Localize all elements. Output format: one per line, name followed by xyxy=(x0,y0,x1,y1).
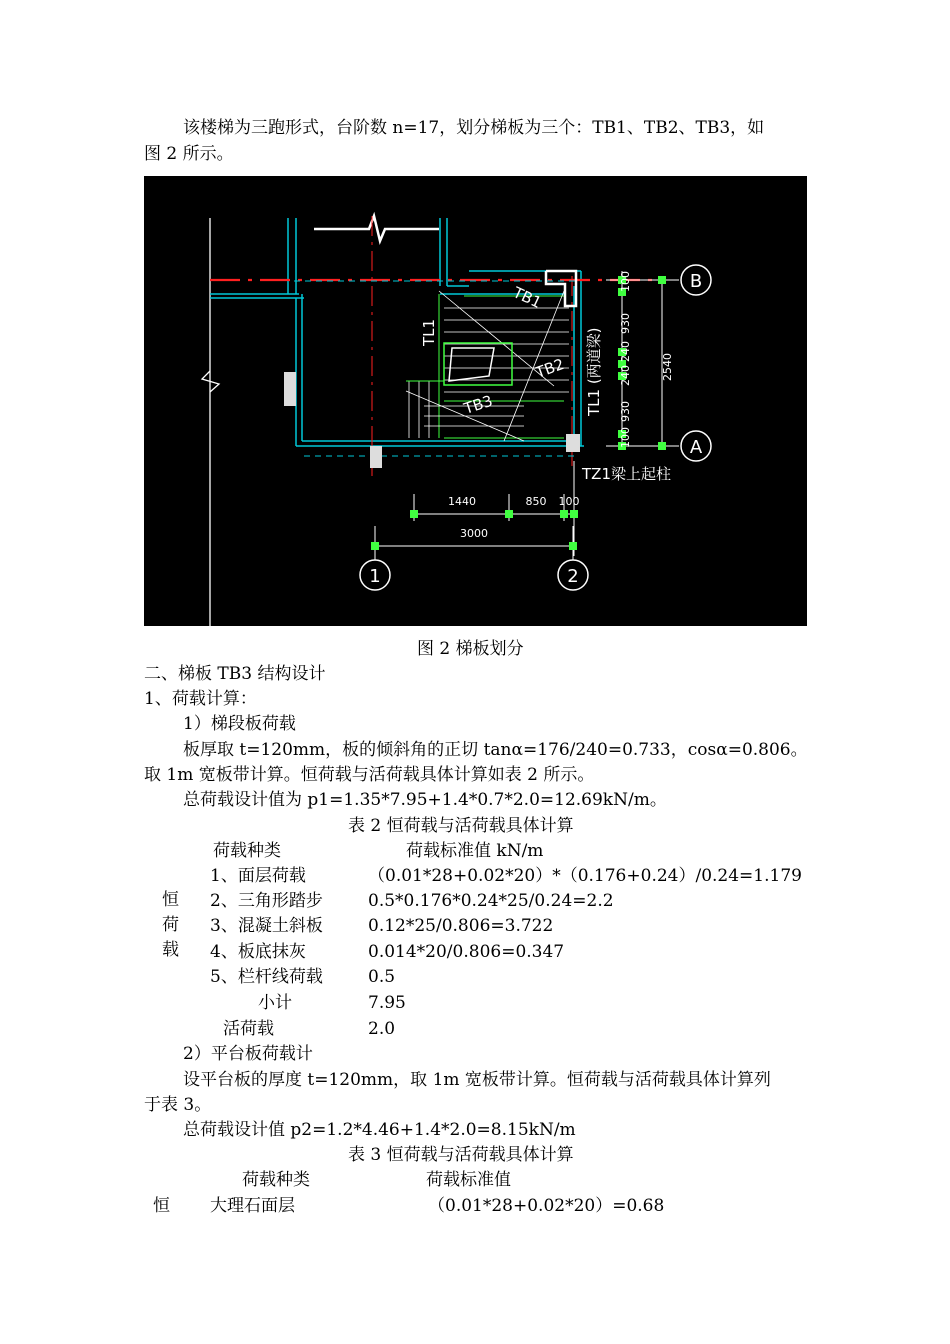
table2-row-4-name: 4、板底抹灰 xyxy=(210,942,306,962)
dim-v-4: 240 xyxy=(619,365,632,386)
para-6: 总荷载设计值 p2=1.2*4.46+1.4*2.0=8.15kN/m xyxy=(183,1120,576,1140)
intro-line-1: 该楼梯为三跑形式，台阶数 n=17，划分梯板为三个：TB1、TB2、TB3，如 xyxy=(183,118,765,138)
table2-row-5-value: 0.5 xyxy=(368,967,396,987)
table2-row-1-value: （0.01*28+0.02*20）*（0.176+0.24）/0.24=1.179 xyxy=(368,866,802,886)
tb2-label: TB2 xyxy=(533,354,567,382)
intro-line-2: 图 2 所示。 xyxy=(144,144,234,164)
table2-row-1-name: 1、面层荷载 xyxy=(210,866,306,886)
dim-v-1: 100 xyxy=(619,271,632,292)
dim-h-3: 100 xyxy=(558,495,580,508)
dim-v-2: 930 xyxy=(619,313,632,334)
dim-h-2: 850 xyxy=(525,495,547,508)
table3-header-type: 荷载种类 xyxy=(242,1170,310,1190)
tb1-label: TB1 xyxy=(510,283,545,312)
tb3-label: TB3 xyxy=(461,391,495,418)
dim-h-total: 3000 xyxy=(460,527,488,540)
item-1: 1）梯段板荷载 xyxy=(183,714,296,734)
dim-v-3: 240 xyxy=(619,341,632,362)
tl1-right-label: TL1 (两道梁) xyxy=(585,327,603,416)
table2-live-value: 2.0 xyxy=(368,1019,396,1039)
table2-header-type: 荷载种类 xyxy=(213,841,281,861)
table2-subtotal-name: 小计 xyxy=(258,993,292,1013)
para-3: 总荷载设计值为 p1=1.35*7.95+1.4*0.7*2.0=12.69kN/m。 xyxy=(183,790,667,810)
table2-row-2-name: 2、三角形踏步 xyxy=(210,891,323,911)
table2-caption: 表 2 恒荷载与活荷载具体计算 xyxy=(348,816,574,836)
figure-caption: 图 2 梯板划分 xyxy=(417,639,524,659)
subsection-1: 1、荷载计算： xyxy=(144,689,257,709)
table2-live-name: 活荷载 xyxy=(223,1019,274,1039)
tz1-label: TZ1梁上起柱 xyxy=(582,465,671,483)
axis-b-label: B xyxy=(689,271,703,292)
para-2: 取 1m 宽板带计算。恒荷载与活荷载具体计算如表 2 所示。 xyxy=(144,765,595,785)
section-title: 二、梯板 TB3 结构设计 xyxy=(144,664,326,684)
table2-group-1: 恒 xyxy=(162,890,179,910)
table2-group-3: 载 xyxy=(162,940,179,960)
table2-row-3-value: 0.12*25/0.806=3.722 xyxy=(368,916,554,936)
table3-caption: 表 3 恒荷载与活荷载具体计算 xyxy=(348,1145,574,1165)
axis-2-label: 2 xyxy=(567,566,579,587)
dim-v-total: 2540 xyxy=(661,353,674,381)
table3-group: 恒 xyxy=(153,1196,170,1216)
dim-v-6: 100 xyxy=(619,427,632,448)
stair-plan-figure xyxy=(144,176,807,626)
table3-row-1-name: 大理石面层 xyxy=(210,1196,295,1216)
para-4: 设平台板的厚度 t=120mm，取 1m 宽板带计算。恒荷载与活荷载具体计算列 xyxy=(183,1070,771,1090)
table3-header-value: 荷载标准值 xyxy=(426,1170,511,1190)
axis-1-label: 1 xyxy=(369,566,381,587)
table2-row-3-name: 3、混凝土斜板 xyxy=(210,916,323,936)
para-5: 于表 3。 xyxy=(144,1095,212,1115)
stair-plan-drawing xyxy=(144,176,807,626)
axis-a-label: A xyxy=(689,437,703,458)
table2-group-2: 荷 xyxy=(162,915,179,935)
table2-row-2-value: 0.5*0.176*0.24*25/0.24=2.2 xyxy=(368,891,614,911)
table2-row-5-name: 5、栏杆线荷载 xyxy=(210,967,323,987)
table2-row-4-value: 0.014*20/0.806=0.347 xyxy=(368,942,565,962)
table2-header-value: 荷载标准值 kN/m xyxy=(406,841,544,861)
item-2: 2）平台板荷载计 xyxy=(183,1044,313,1064)
para-1: 板厚取 t=120mm，板的倾斜角的正切 tanα=176/240=0.733，cosα=0.806。 xyxy=(183,740,808,760)
dim-v-5: 930 xyxy=(619,401,632,422)
tl1-left-label: TL1 xyxy=(420,318,438,346)
table3-row-1-value: （0.01*28+0.02*20）=0.68 xyxy=(428,1196,665,1216)
table2-subtotal-value: 7.95 xyxy=(368,993,406,1013)
dim-h-1: 1440 xyxy=(448,495,476,508)
